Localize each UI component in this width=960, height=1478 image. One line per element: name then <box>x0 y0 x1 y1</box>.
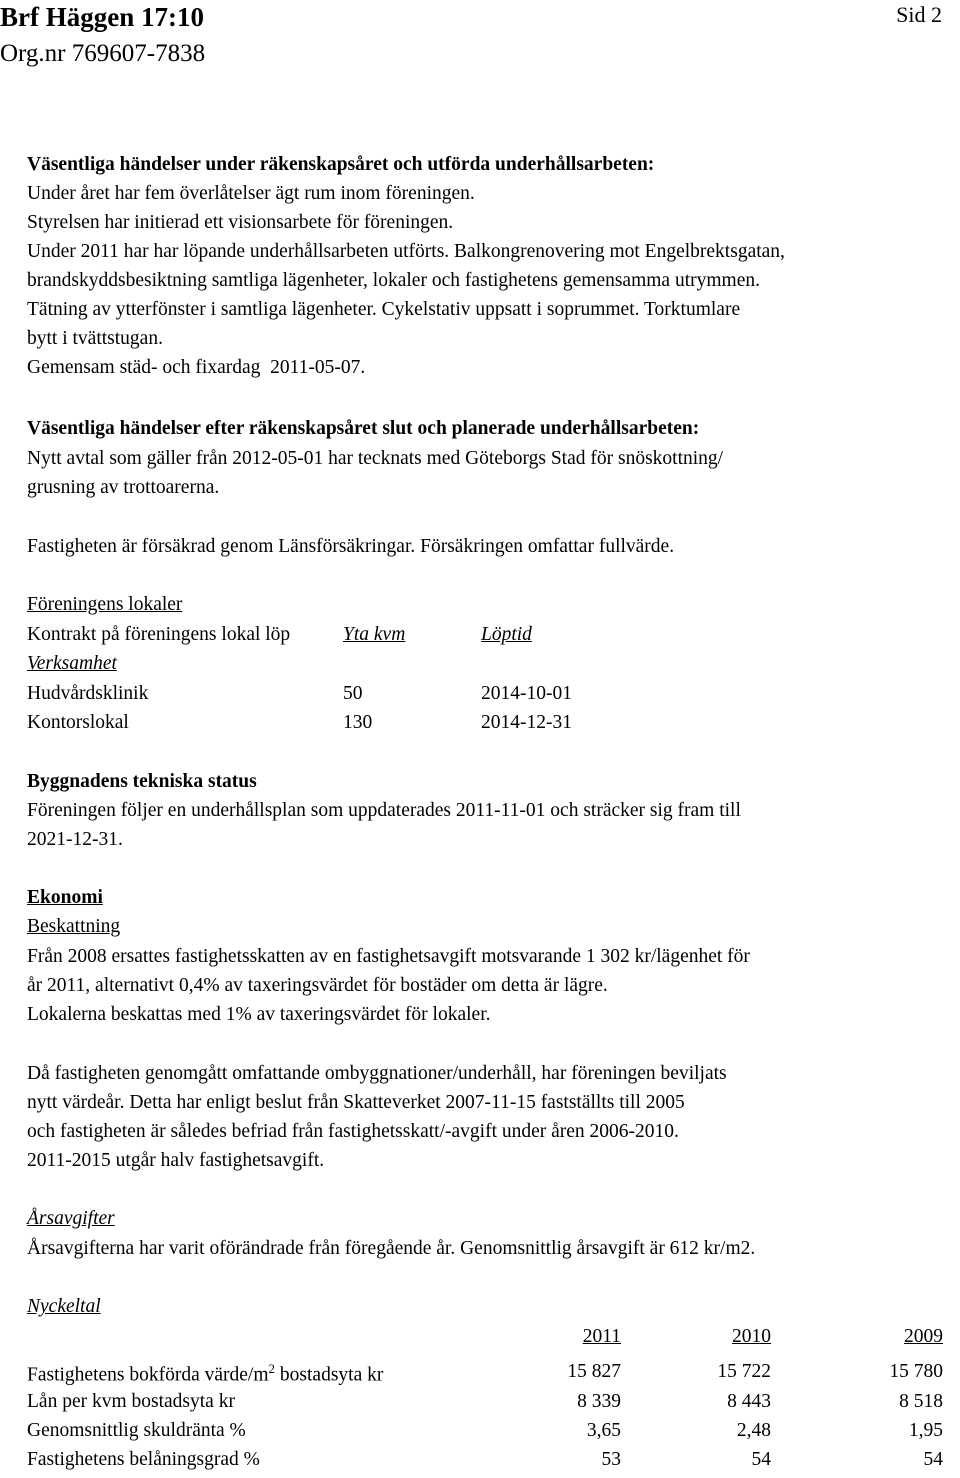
annual-fees-heading: Årsavgifter <box>27 1208 115 1229</box>
events-line: Under 2011 har har löpande underhållsarbeten utförts. Balkongrenovering mot Engelbrektsgatan, <box>27 241 785 262</box>
key-figure-value: 54 <box>751 1449 771 1470</box>
key-figure-value: 15 780 <box>889 1361 943 1382</box>
section-heading-after: Väsentliga händelser efter räkenskapsåret slut och planerade underhållsarbeten: <box>27 418 700 439</box>
org-number: Org.nr 769607-7838 <box>0 40 206 67</box>
key-figure-value: 15 827 <box>567 1361 621 1382</box>
col-header-area: Yta kvm <box>343 624 406 645</box>
events-line: Tätning av ytterfönster i samtliga lägenheter. Cykelstativ uppsatt i soprummet. Torktumlare <box>27 299 741 320</box>
premises-row-name: Hudvårdsklinik <box>27 683 149 704</box>
key-figure-label: Lån per kvm bostadsyta kr <box>27 1391 235 1412</box>
events-line: brandskyddsbesiktning samtliga lägenheter, lokaler och fastighetens gemensamma utrymmen. <box>27 270 760 291</box>
page-number: Sid 2 <box>896 2 942 27</box>
value-year-line: nytt värdeår. Detta har enligt beslut från Skatteverket 2007-11-15 fastställts till 2005 <box>27 1092 685 1113</box>
premises-row-lease: 2014-10-01 <box>481 683 572 704</box>
economy-heading: Ekonomi <box>27 887 103 908</box>
col-header-lease: Löptid <box>481 624 532 645</box>
insurance-text: Fastigheten är försäkrad genom Länsförsäkringar. Försäkringen omfattar fullvärde. <box>27 536 675 557</box>
key-figure-value: 15 722 <box>717 1361 771 1382</box>
value-year-line: 2011-2015 utgår halv fastighetsavgift. <box>27 1150 325 1171</box>
events-line: bytt i tvättstugan. <box>27 328 163 349</box>
key-figure-label: Genomsnittlig skuldränta % <box>27 1420 246 1441</box>
taxation-heading: Beskattning <box>27 916 121 937</box>
key-figure-value: 8 339 <box>577 1391 621 1412</box>
premises-row-area: 130 <box>343 712 373 733</box>
events-line: Gemensam städ- och fixardag 2011-05-07. <box>27 357 366 378</box>
key-figure-value: 2,48 <box>736 1420 771 1441</box>
key-figure-value: 8 518 <box>899 1391 943 1412</box>
key-figure-value: 8 443 <box>727 1391 771 1412</box>
after-line: grusning av trottoarerna. <box>27 477 220 498</box>
value-year-line: Då fastigheten genomgått omfattande ombyggnationer/underhåll, har föreningen beviljats <box>27 1063 727 1084</box>
value-year-line: och fastigheten är således befriad från fastighetsskatt/-avgift under åren 2006-2010. <box>27 1121 679 1142</box>
premises-row-name: Kontorslokal <box>27 712 129 733</box>
events-line: Styrelsen har initierad ett visionsarbete för föreningen. <box>27 212 454 233</box>
events-line: Under året har fem överlåtelser ägt rum inom föreningen. <box>27 183 475 204</box>
premises-row-lease: 2014-12-31 <box>481 712 572 733</box>
year-header: 2010 <box>732 1326 771 1347</box>
key-figure-value: 3,65 <box>586 1420 621 1441</box>
key-figures-heading: Nyckeltal <box>27 1296 101 1317</box>
technical-status-line: Föreningen följer en underhållsplan som uppdaterades 2011-11-01 och sträcker sig fram till <box>27 800 741 821</box>
key-figure-value: 53 <box>601 1449 621 1470</box>
premises-heading: Föreningens lokaler <box>27 594 183 615</box>
key-figure-value: 1,95 <box>908 1420 943 1441</box>
taxation-line: Lokalerna beskattas med 1% av taxeringsvärdet för lokaler. <box>27 1004 491 1025</box>
technical-status-heading: Byggnadens tekniska status <box>27 771 257 792</box>
taxation-line: år 2011, alternativt 0,4% av taxeringsvärdet för bostäder om detta är lägre. <box>27 975 608 996</box>
section-heading-events: Väsentliga händelser under räkenskapsåret och utförda underhållsarbeten: <box>27 154 655 175</box>
year-header: 2009 <box>904 1326 943 1347</box>
col-header-business: Verksamhet <box>27 653 117 674</box>
premises-row-area: 50 <box>343 683 363 704</box>
premises-intro: Kontrakt på föreningens lokal löp <box>27 624 291 645</box>
after-line: Nytt avtal som gäller från 2012-05-01 har tecknats med Göteborgs Stad för snöskottning/ <box>27 448 724 469</box>
document-title: Brf Häggen 17:10 <box>0 2 204 32</box>
key-figure-label: Fastighetens belåningsgrad % <box>27 1449 260 1470</box>
key-figure-label: Fastighetens bokförda värde/$m^2$ bostadsyta kr <box>27 1361 384 1386</box>
year-header: 2011 <box>582 1326 621 1347</box>
key-figure-value: 54 <box>923 1449 943 1470</box>
annual-fees-text: Årsavgifterna har varit oförändrade från föregående år. Genomsnittlig årsavgift är 612 kr/m2. <box>27 1238 756 1259</box>
taxation-line: Från 2008 ersattes fastighetsskatten av en fastighetsavgift motsvarande 1 302 kr/lägenhet för <box>27 946 750 967</box>
technical-status-line: 2021-12-31. <box>27 829 123 850</box>
